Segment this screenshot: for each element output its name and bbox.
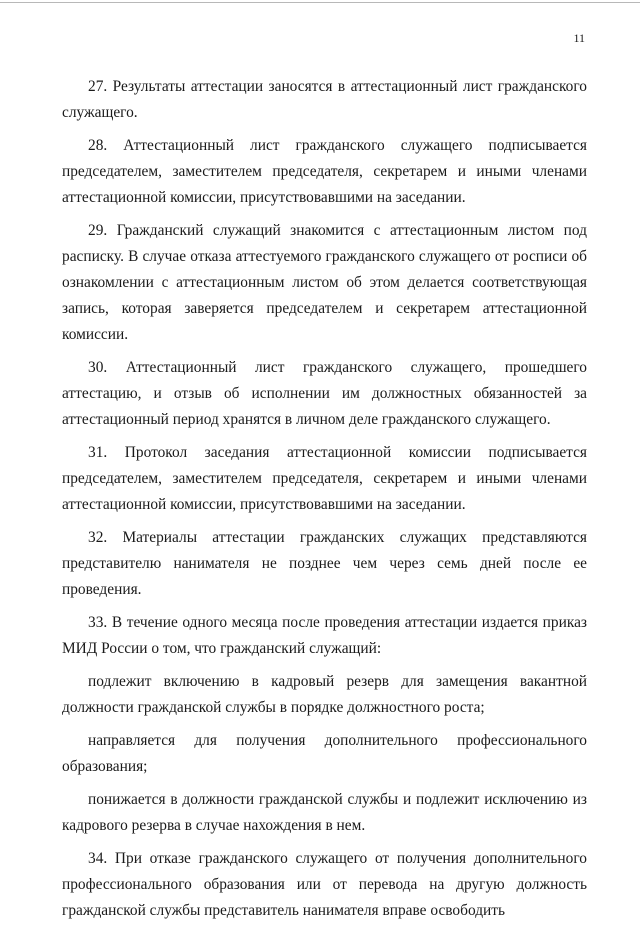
document-body [62,74,587,929]
paragraph-34: 34. При отказе гражданского служащего от получения дополнительного профессионального образования или от перевода на другую должность гражданской службы представитель нанимателя вправе освободить [62,850,587,919]
paragraph-29: 29. Гражданский служащий знакомится с аттестационным листом под расписку. В случае отказа аттестуемого гражданского служащего от росписи об ознакомлении с аттестационным листом об этом делается соответствующая запись, которая заверяется председателем и секретарем аттестационной комиссии. [62,222,587,343]
paragraph-33-item-demotion: понижается в должности гражданской службы и подлежит исключению из кадрового резерва в случае нахождения в нем. [62,791,587,834]
paragraph-33-item-education: направляется для получения дополнительного профессионального образования; [62,732,587,775]
paragraph-33-item-reserve: подлежит включению в кадровый резерв для замещения вакантной должности гражданской службы в порядке должностного роста; [62,673,587,716]
paragraph-32: 32. Материалы аттестации гражданских служащих представляются представителю нанимателя не позднее чем через семь дней после ее проведения. [62,529,587,598]
paragraph-30: 30. Аттестационный лист гражданского служащего, прошедшего аттестацию, и отзыв об исполнении им должностных обязанностей за аттестационный период хранятся в личном деле гражданского служащего. [62,359,587,428]
paragraph-27: 27. Результаты аттестации заносятся в аттестационный лист гражданского служащего. [62,78,587,121]
paragraph-33: 33. В течение одного месяца после проведения аттестации издается приказ МИД России о том, что гражданский служащий: [62,614,587,657]
paragraph-28: 28. Аттестационный лист гражданского служащего подписывается председателем, заместителем председателя, секретарем и иными членами аттестационной комиссии, присутствовавшими на заседании. [62,137,587,206]
paragraph-31: 31. Протокол заседания аттестационной комиссии подписывается председателем, заместителем председателя, секретарем и иными членами аттестационной комиссии, присутствовавшими на заседании. [62,444,587,513]
page-number: 11 [573,31,585,45]
